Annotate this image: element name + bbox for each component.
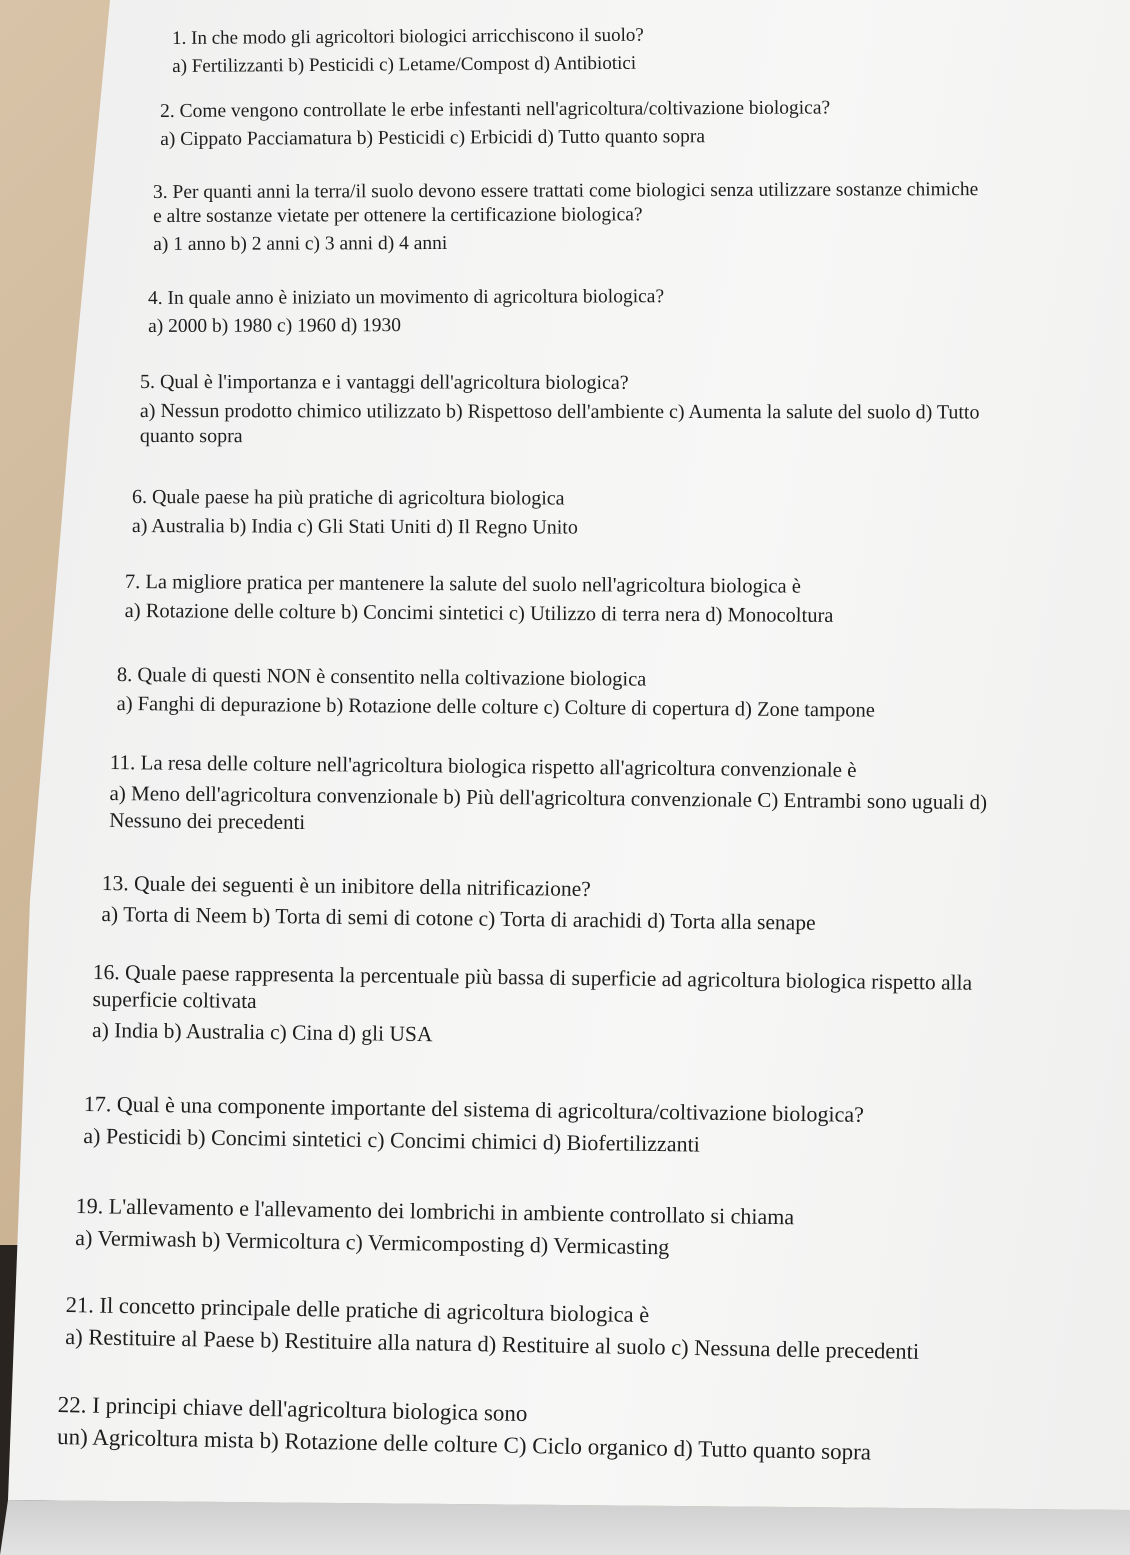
question-6 [132,486,578,540]
question-text: 6. Quale paese ha più pratiche di agricoltura biologica [131,486,565,510]
question-options: a) Torta di Neem b) Torta di semi di cotone c) Torta di arachidi d) Torta alla senape [101,901,816,935]
question-11 [109,750,987,842]
question-2 [160,97,830,151]
question-4 [148,286,664,338]
question-options: a) Nessun prodotto chimico utilizzato b) Rispettoso dell'ambiente c) Aumenta la salute del suolo d) Tutto [139,399,980,424]
question-options: a) Cippato Pacciamatura b) Pesticidi c) Erbicidi d) Tutto quanto sopra [160,126,706,150]
question-options: a) India b) Australia c) Cina d) gli USA [91,1017,433,1047]
question-options: a) Vermiwash b) Vermicoltura c) Vermicomposting d) Vermicasting [75,1224,670,1260]
question-text: 22. I principi chiave dell'agricoltura biologica sono [57,1392,528,1427]
question-options: a) Australia b) India c) Gli Stati Uniti d) Il Regno Unito [131,514,578,539]
question-options: a) Meno dell'agricoltura convenzionale b) Più dell'agricoltura convenzionale C) Entrambi sono uguali d) [109,780,988,815]
question-options: un) Agricoltura mista b) Rotazione delle colture C) Ciclo organico d) Tutto quanto sopra [56,1423,872,1465]
question-text: 8. Quale di questi NON è consentito nella coltivazione biologica [116,664,647,691]
question-options: a) Rotazione delle colture b) Concimi sintetici c) Utilizzo di terra nera d) Monocoltura [124,599,834,627]
question-text: 2. Come vengono controllate le erbe infestanti nell'agricoltura/coltivazione biologica? [160,97,831,122]
question-options: a) Fanghi di depurazione b) Rotazione delle colture c) Colture di copertura d) Zone tampone [116,692,875,722]
question-19 [75,1193,794,1262]
question-options-continued: Nessuno dei precedenti [109,807,306,835]
question-options: a) Pesticidi b) Concimi sintetici c) Concimi chimici d) Biofertilizzanti [83,1122,700,1157]
question-options: a) Fertilizzanti b) Pesticidi c) Letame/Compost d) Antibiotici [172,52,637,77]
question-5 [140,371,980,449]
question-text: 4. In quale anno è iniziato un movimento di agricoltura biologica? [148,286,665,309]
question-text-continued: e altre sostanze vietate per ottenere la certificazione biologica? [153,204,643,227]
question-text-continued: superficie coltivata [92,986,257,1014]
question-text: 1. In che modo gli agricoltori biologici arricchiscono il suolo? [172,24,644,49]
question-text: 11. La resa delle colture nell'agricoltura biologica rispetto all'agricoltura convenzionale è [109,750,857,782]
question-text: 16. Quale paese rappresenta la percentuale più bassa di superficie ad agricoltura biologica rispetto alla [92,960,973,995]
question-text: 5. Qual è l'importanza e i vantaggi dell'agricoltura biologica? [139,371,629,394]
question-text: 13. Quale dei seguenti è un inibitore della nitrificazione? [101,871,591,901]
question-7 [125,571,834,628]
question-13 [101,871,816,936]
question-options: a) 2000 b) 1980 c) 1960 d) 1930 [148,315,402,337]
question-text: 19. L'allevamento e l'allevamento dei lombrichi in ambiente controllato si chiama [75,1193,795,1230]
question-text: 3. Per quanti anni la terra/il suolo devono essere trattati come biologici senza utilizzare sostanze chimiche [153,179,979,203]
question-options-continued: quanto sopra [139,424,243,448]
question-options: a) Restituire al Paese b) Restituire alla natura d) Restituire al suolo c) Nessuna delle precedenti [65,1323,920,1364]
question-17 [83,1091,864,1160]
question-16 [92,960,972,1054]
question-options: a) 1 anno b) 2 anni c) 3 anni d) 4 anni [153,232,448,255]
question-text: 21. Il concetto principale delle pratiche di agricoltura biologica è [65,1292,650,1328]
question-3 [153,179,978,256]
question-text: 17. Qual è una componente importante del sistema di agricoltura/coltivazione biologica? [83,1091,865,1127]
question-8 [117,664,876,723]
question-text: 7. La migliore pratica per mantenere la salute del suolo nell'agricoltura biologica è [124,571,801,598]
question-1 [172,25,644,78]
